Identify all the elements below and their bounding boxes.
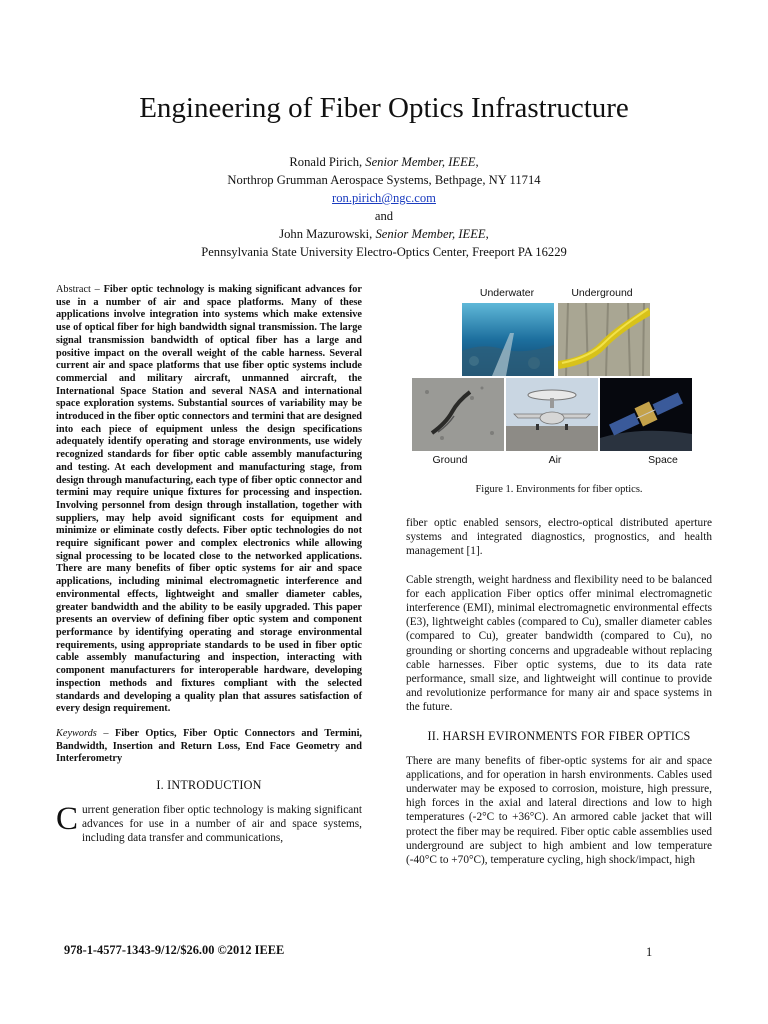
keywords [56,728,362,766]
keywords-lead: Keywords – [56,727,116,739]
author-conjunction: and [374,209,394,223]
photo-space [600,378,692,451]
photo-underwater [462,303,554,376]
page-number: 1 [646,945,653,959]
right-paragraph-3: There are many benefits of fiber-optic systems for air and space applications, and for operation in harsh environments. Cables used underwater may be exposed to corrosion, moisture, high pressure, high forces in the axial and lateral directions and low to high temperatures (-2°C to +36°C). An armored cable jacket that will protect the fiber may be required. Fiber optic cable assemblies used underground are subject to high ambient and low temperature (-40°C to +70°C), temperature cycling, high shock/impact, high [406,754,712,867]
abstract-text: Fiber optic technology is making significant advances for use in a number of air and space platforms. Many of these applications involve integration into systems which make extensive use of optical fiber for high bandwidth signal transmission. The large signal transmission bandwidth of optical fiber has a large and positive impact on the overall weight of the cable harness. Several current air and space platforms that use fiber optic systems include commercial and military aircraft, unmanned aircraft, the International Space Station and several NASA and international space exploration systems. Substantial sources of variability may be introduced in the fiber optic connectors and termini that are designed into each piece of equipment unless the design specifications adequately identify operating and storage environments, use widely recognized standards for fiber optic cable assembly manufacturing and testing. At each development and manufacturing stage, from design through manufacturing, each type of fiber optic connector and termini may require unique fixtures for processing and inspection. Involving personnel from design through installation, together with suppliers, may help avoid significant costs for equipment and minimize or eliminate costly defects. Fiber optic technologies do not require significant power and complex electronics while allowing signal processing to be located close to the networked applications. There are many benefits of fiber optic systems for air and space applications, including minimal electromagnetic interference and environmental effects, lightweight and smaller diameter cables, greater bandwidth and the ability to be easily upgraded. This paper presents an overview of defining fiber optic system and component performance by identifying operating and storage environmental requirements, using appropriate standards to be used in fiber optic cable assembly manufacturing and inspection, interacting with component manufacturers for interoperable hardware, developing inspection methods and fixtures compliant with the selected standards and developing a quality plan that assures satisfaction of every design requirement. [56,284,362,715]
introduction-paragraph [56,803,362,846]
right-column [406,516,712,867]
author-block [0,153,768,261]
author1-line [0,153,768,171]
photo-air [506,378,598,451]
author2-suffix: , [485,227,489,241]
author2-title: Senior Member, IEEE [375,227,486,241]
label-underwater: Underwater [479,287,535,299]
right-paragraph-2: Cable strength, weight hardness and flexibility need to be balanced for each application Fiber optics offer minimal electromagnetic interference (EMI), minimal electromagnetic environmental effects (E3), lightweight cables (compared to Cu), smaller diameter cables (compared to Cu), greater bandwidth (compared to Cu), no grounding or shorting concerns and upgradeable without replacing cable harnesses. Fiber optic systems, due to its data rate performance, small size, and lightweight will continue to provide and revolutionize performance for many air and space systems in the future. [406,573,712,714]
paper-title: Engineering of Fiber Optics Infrastructure [139,92,629,124]
copyright-footer: 978-1-4577-1343-9/12/$26.00 ©2012 IEEE [64,943,285,957]
label-underground: Underground [571,287,633,299]
author1-suffix: , [475,155,479,169]
author2-name: John Mazurowski, [279,227,376,241]
author1-name: Ronald Pirich, [289,155,366,169]
author1-email-link[interactable]: ron.pirich@ngc.com [332,191,436,205]
photo-ground [412,378,504,451]
abstract-lead: Abstract – [56,284,104,295]
right-paragraph-1: fiber optic enabled sensors, electro-optical distributed aperture systems and integrated diagnostics, prognostics, and health management [1]. [406,517,712,558]
section-heading-harsh-environments: II. HARSH EVIRONMENTS FOR FIBER OPTICS [427,728,691,743]
section-heading-introduction: I. INTRODUCTION [156,778,262,793]
figure-environments [410,286,710,471]
dropcap: C [56,801,79,838]
abstract [56,284,362,716]
photo-underground [558,303,650,376]
label-ground: Ground [432,454,468,466]
author1-affiliation: Northrop Grumman Aerospace Systems, Bethpage, NY 11714 [227,173,541,187]
author1-title: Senior Member, IEEE [365,155,476,169]
author2-line [0,225,768,243]
label-space: Space [648,454,678,466]
figure-caption: Figure 1. Environments for fiber optics. [475,484,643,495]
author2-affiliation: Pennsylvania State University Electro-Optics Center, Freeport PA 16229 [201,245,567,259]
introduction-text: urrent generation fiber optic technology is making significant advances for use in a number of air and space systems, including data transfer and communications, [82,804,362,845]
label-air: Air [548,454,562,466]
keywords-text: Fiber Optics, Fiber Optic Connectors and Termini, Bandwidth, Insertion and Return Loss, End Face Geometry and Interferometry [56,727,363,765]
left-column [56,284,362,846]
